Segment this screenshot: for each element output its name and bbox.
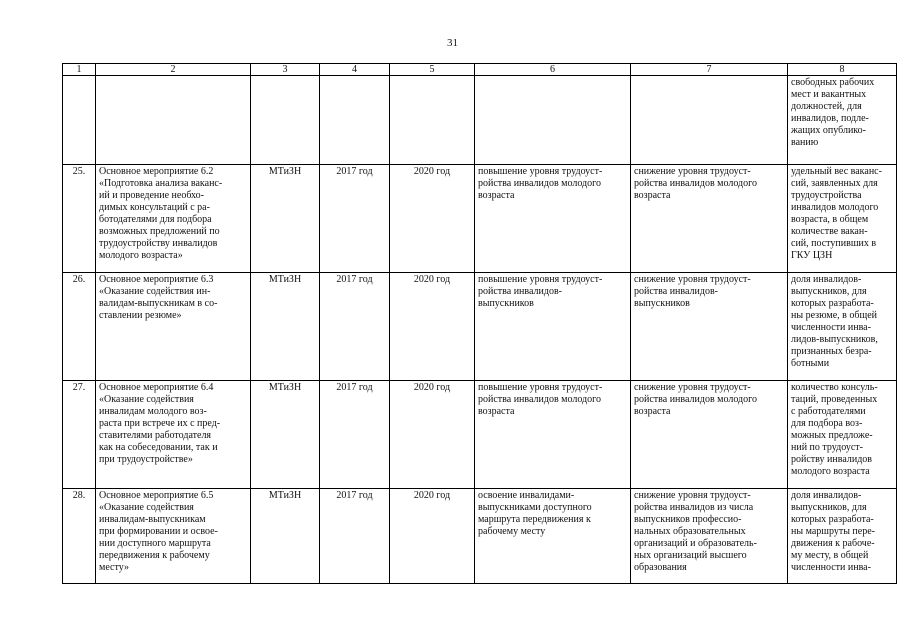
indicator-cell: количество консуль- таций, проведенных с работодателями для подбора воз- можных предложе- ний по трудоуст- ройству инвалидов молодого возраста <box>788 381 897 489</box>
result-cell: освоение инвалидами- выпускниками доступного маршрута передвижения к рабочему месту <box>475 489 631 584</box>
start-year-cell: 2017 год <box>320 273 390 381</box>
executor-cell: МТиЗН <box>251 165 320 273</box>
indicator-cell: свободных рабочих мест и вакантных должностей, для инвалидов, подле- жащих опублико- ванию <box>788 76 897 165</box>
start-year-cell: 2017 год <box>320 381 390 489</box>
result-cell: повышение уровня трудоуст- ройства инвалидов молодого возраста <box>475 381 631 489</box>
column-header-3: 3 <box>251 64 320 76</box>
column-header-8: 8 <box>788 64 897 76</box>
row-number <box>63 76 96 165</box>
column-header-1: 1 <box>63 64 96 76</box>
indicator-cell: доля инвалидов- выпускников, для которых разработа- ны резюме, в общей численности инва- лидов-выпускников, признанных безра- ботными <box>788 273 897 381</box>
table-row <box>63 489 897 584</box>
table-row <box>63 76 897 165</box>
table-row <box>63 273 897 381</box>
consequence-cell: снижение уровня трудоуст- ройства инвалидов молодого возраста <box>631 381 788 489</box>
executor-cell <box>251 76 320 165</box>
column-header-6: 6 <box>475 64 631 76</box>
column-header-5: 5 <box>390 64 475 76</box>
activity-cell: Основное мероприятие 6.3 «Оказание содействия ин- валидам-выпускникам в со- ставлении резюме» <box>96 273 251 381</box>
end-year-cell: 2020 год <box>390 165 475 273</box>
start-year-cell: 2017 год <box>320 165 390 273</box>
result-cell <box>475 76 631 165</box>
end-year-cell: 2020 год <box>390 489 475 584</box>
measures-table <box>62 63 897 584</box>
row-number: 26. <box>63 273 96 381</box>
activity-cell <box>96 76 251 165</box>
result-cell: повышение уровня трудоуст- ройства инвалидов молодого возраста <box>475 165 631 273</box>
consequence-cell <box>631 76 788 165</box>
consequence-cell: снижение уровня трудоуст- ройства инвалидов из числа выпускников профессио- нальных образовательных организаций и образователь- ных организаций высшего образования <box>631 489 788 584</box>
consequence-cell: снижение уровня трудоуст- ройства инвалидов- выпускников <box>631 273 788 381</box>
indicator-cell: удельный вес ваканс- сий, заявленных для трудоустройства инвалидов молодого возраста, в общем количестве вакан- сий, поступивших в ГКУ ЦЗН <box>788 165 897 273</box>
executor-cell: МТиЗН <box>251 273 320 381</box>
indicator-cell: доля инвалидов- выпускников, для которых разработа- ны маршруты пере- движения к рабоче- му месту, в общей численности инва- <box>788 489 897 584</box>
row-number: 27. <box>63 381 96 489</box>
consequence-cell: снижение уровня трудоуст- ройства инвалидов молодого возраста <box>631 165 788 273</box>
row-number: 28. <box>63 489 96 584</box>
header-row <box>63 64 897 76</box>
start-year-cell: 2017 год <box>320 489 390 584</box>
end-year-cell <box>390 76 475 165</box>
page-number: 31 <box>447 37 458 49</box>
table-row <box>63 381 897 489</box>
column-header-4: 4 <box>320 64 390 76</box>
end-year-cell: 2020 год <box>390 381 475 489</box>
activity-cell: Основное мероприятие 6.4 «Оказание содействия инвалидам молодого воз- раста при встрече их с пред- ставителями работодателя как на собеседовании, так и при трудоустройстве» <box>96 381 251 489</box>
row-number: 25. <box>63 165 96 273</box>
end-year-cell: 2020 год <box>390 273 475 381</box>
executor-cell: МТиЗН <box>251 489 320 584</box>
activity-cell: Основное мероприятие 6.5 «Оказание содействия инвалидам-выпускникам при формировании и освое- нии доступного маршрута передвижения к рабочему месту» <box>96 489 251 584</box>
executor-cell: МТиЗН <box>251 381 320 489</box>
start-year-cell <box>320 76 390 165</box>
table-row <box>63 165 897 273</box>
activity-cell: Основное мероприятие 6.2 «Подготовка анализа ваканс- ий и проведение необхо- димых консультаций с ра- ботодателями для подбора возможных предложений по трудоустройству инвалидов молодого возраста» <box>96 165 251 273</box>
column-header-7: 7 <box>631 64 788 76</box>
result-cell: повышение уровня трудоуст- ройства инвалидов- выпускников <box>475 273 631 381</box>
column-header-2: 2 <box>96 64 251 76</box>
